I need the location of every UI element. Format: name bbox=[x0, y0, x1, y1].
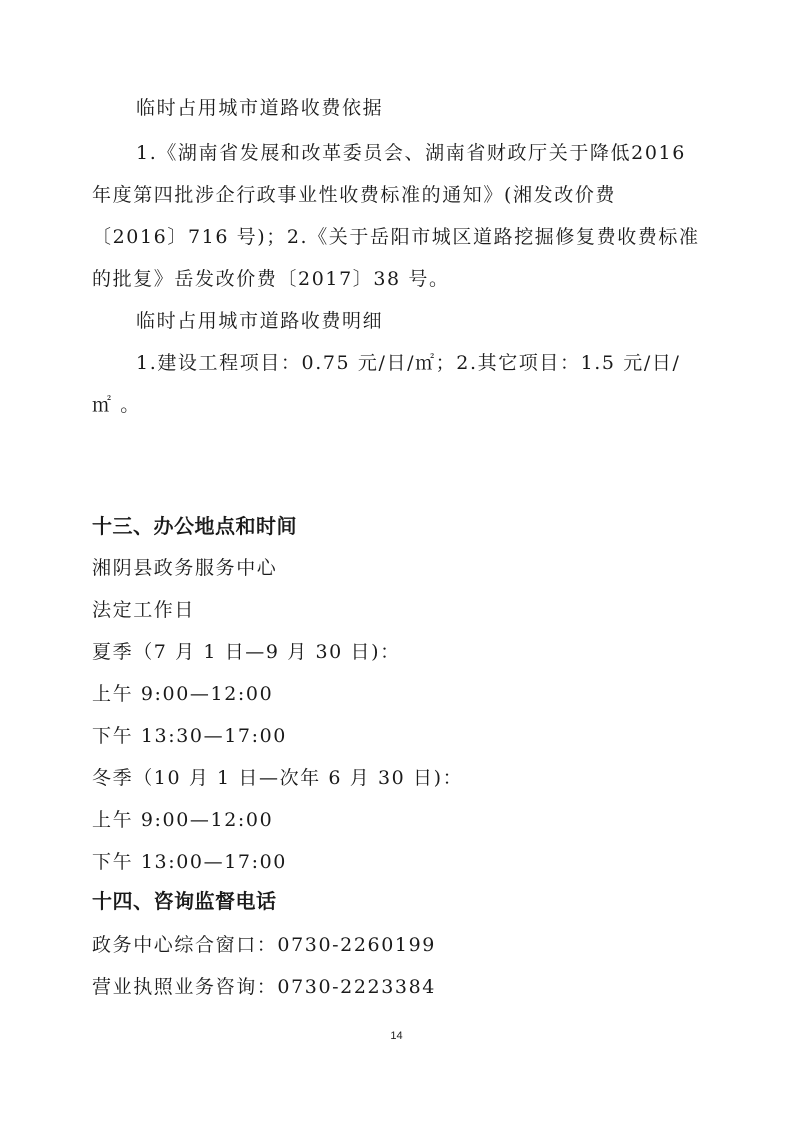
basis-line-3: 〔2016〕716 号)；2.《关于岳阳市城区道路挖掘修复费收费标准 bbox=[92, 226, 700, 248]
winter-morning-hours: 上午 9:00—12:00 bbox=[92, 809, 274, 831]
detail-line-2: ㎡ 。 bbox=[92, 394, 141, 416]
summer-afternoon-hours: 下午 13:30—17:00 bbox=[92, 725, 287, 747]
section-13-heading: 十三、办公地点和时间 bbox=[92, 514, 297, 538]
winter-period: 冬季（10 月 1 日—次年 6 月 30 日)： bbox=[92, 767, 464, 789]
summer-morning-hours: 上午 9:00—12:00 bbox=[92, 683, 274, 705]
office-location: 湘阴县政务服务中心 bbox=[92, 557, 278, 579]
section-14-heading: 十四、咨询监督电话 bbox=[92, 889, 277, 913]
basis-line-4: 的批复》岳发改价费〔2017〕38 号。 bbox=[92, 268, 450, 290]
page-number: 14 bbox=[390, 1030, 403, 1042]
business-license-phone: 营业执照业务咨询：0730-2223384 bbox=[92, 976, 436, 998]
basis-line-1: 1.《湖南省发展和改革委员会、湖南省财政厅关于降低2016 bbox=[136, 142, 686, 164]
service-center-phone: 政务中心综合窗口：0730-2260199 bbox=[92, 934, 436, 956]
winter-afternoon-hours: 下午 13:00—17:00 bbox=[92, 851, 287, 873]
detail-heading: 临时占用城市道路收费明细 bbox=[136, 310, 384, 332]
detail-line-1: 1.建设工程项目：0.75 元/日/㎡；2.其它项目：1.5 元/日/ bbox=[136, 352, 681, 374]
basis-heading: 临时占用城市道路收费依据 bbox=[136, 97, 384, 119]
working-days: 法定工作日 bbox=[92, 599, 196, 621]
summer-period: 夏季（7 月 1 日—9 月 30 日)： bbox=[92, 641, 401, 663]
basis-line-2: 年度第四批涉企行政事业性收费标准的通知》(湘发改价费 bbox=[92, 184, 617, 206]
